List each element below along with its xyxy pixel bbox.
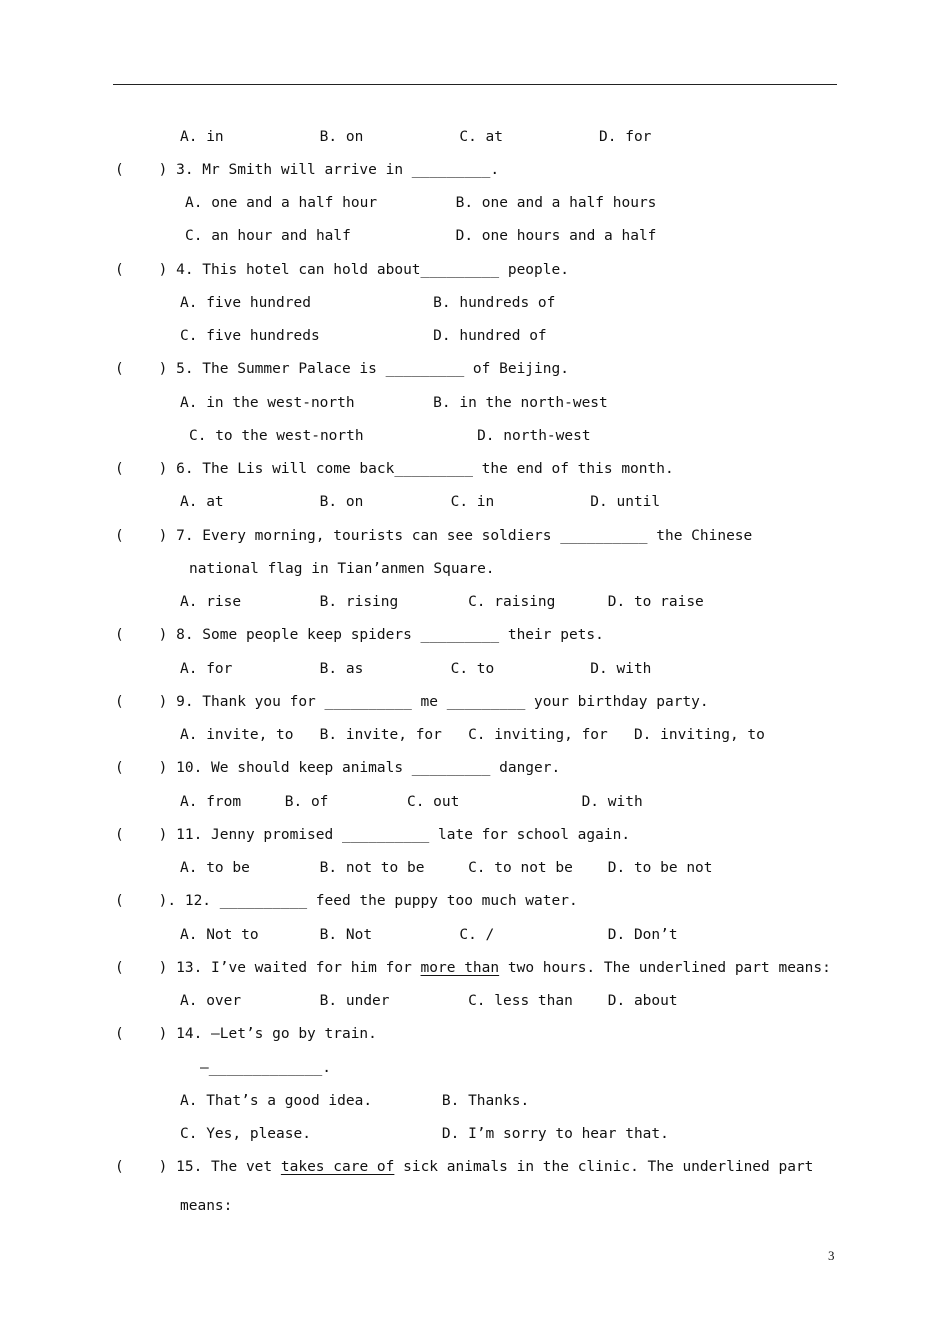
- q3-options-cd: C. an hour and half D. one hours and a half: [185, 228, 657, 244]
- q11-options: A. to be B. not to be C. to not be D. to be not: [180, 860, 713, 876]
- question-4: ( ) 4. This hotel can hold about_________ people.: [115, 262, 569, 278]
- q2-options: A. in B. on C. at D. for: [180, 129, 652, 145]
- q8-options: A. for B. as C. to D. with: [180, 661, 652, 677]
- q15-text-after: sick animals in the clinic. The underlined part: [394, 1159, 814, 1175]
- header-rule: [113, 84, 837, 85]
- q14-response-blank: –_____________.: [200, 1060, 331, 1076]
- q14-options-ab: A. That’s a good idea. B. Thanks.: [180, 1093, 530, 1109]
- q13-options: A. over B. under C. less than D. about: [180, 993, 678, 1009]
- q15-text-before: ( ) 15. The vet: [115, 1159, 281, 1175]
- question-10: ( ) 10. We should keep animals _________ danger.: [115, 760, 561, 776]
- q13-text-after: two hours. The underlined part means:: [499, 960, 831, 976]
- question-6: ( ) 6. The Lis will come back_________ the end of this month.: [115, 461, 674, 477]
- question-8: ( ) 8. Some people keep spiders _________ their pets.: [115, 627, 604, 643]
- q14-options-cd: C. Yes, please. D. I’m sorry to hear that.: [180, 1126, 669, 1142]
- q6-options: A. at B. on C. in D. until: [180, 494, 661, 510]
- q13-underlined-part: more than: [420, 960, 500, 976]
- q12-options: A. Not to B. Not C. / D. Don’t: [180, 927, 678, 943]
- question-14: ( ) 14. –Let’s go by train.: [115, 1026, 377, 1042]
- question-15-continued: means:: [180, 1198, 233, 1214]
- q4-options-ab: A. five hundred B. hundreds of: [180, 295, 556, 311]
- question-7: ( ) 7. Every morning, tourists can see soldiers __________ the Chinese: [115, 528, 753, 544]
- question-5: ( ) 5. The Summer Palace is _________ of Beijing.: [115, 361, 569, 377]
- page-number: 3: [828, 1248, 835, 1263]
- q5-options-ab: A. in the west-north B. in the north-west: [180, 395, 608, 411]
- question-13: [115, 959, 831, 977]
- q10-options: A. from B. of C. out D. with: [180, 794, 643, 810]
- q5-options-cd: C. to the west-north D. north-west: [189, 428, 591, 444]
- q7-options: A. rise B. rising C. raising D. to raise: [180, 594, 704, 610]
- question-9: ( ) 9. Thank you for __________ me _________ your birthday party.: [115, 694, 709, 710]
- question-15: [115, 1158, 813, 1176]
- q3-options-ab: A. one and a half hour B. one and a half hours: [185, 195, 657, 211]
- q9-options: A. invite, to B. invite, for C. inviting, for D. inviting, to: [180, 727, 765, 743]
- q4-options-cd: C. five hundreds D. hundred of: [180, 328, 547, 344]
- question-7-continued: national flag in Tian’anmen Square.: [189, 561, 495, 577]
- question-11: ( ) 11. Jenny promised __________ late for school again.: [115, 827, 631, 843]
- q13-text-before: ( ) 13. I’ve waited for him for: [115, 960, 421, 976]
- q15-underlined-part: takes care of: [280, 1159, 395, 1175]
- question-3: ( ) 3. Mr Smith will arrive in _________.: [115, 162, 500, 178]
- question-12: ( ). 12. __________ feed the puppy too much water.: [115, 893, 578, 909]
